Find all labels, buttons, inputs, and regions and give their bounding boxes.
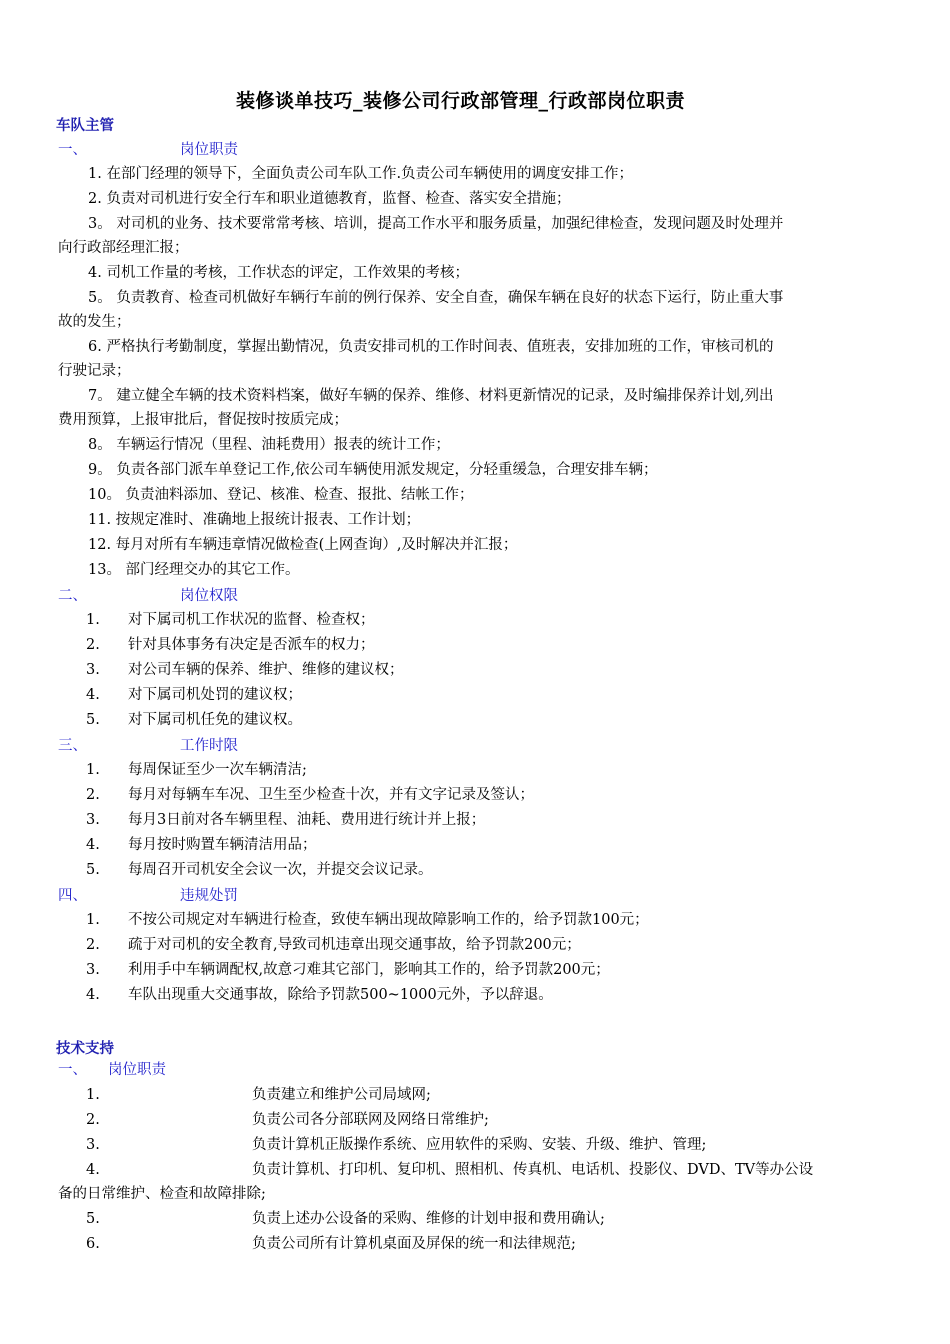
list-item-continuation: 费用预算，上报审批后，督促按时按质完成； (58, 412, 348, 428)
list-item-continuation: 备的日常维护、检查和故障排除; (58, 1186, 266, 1202)
list-item: 3。 对司机的业务、技术要常常考核、培训，提高工作水平和服务质量，加强纪律检查，发现问题及时处理并 (88, 216, 784, 232)
section-number: 四、 (58, 888, 87, 904)
list-item: 12. 每月对所有车辆违章情况做检查(上网查询）,及时解决并汇报； (88, 537, 518, 553)
list-item: 8。 车辆运行情况（里程、油耗费用）报表的统计工作； (88, 437, 450, 453)
list-item-continuation: 故的发生； (58, 314, 131, 330)
section-label: 工作时限 (180, 738, 238, 754)
list-item: 11. 按规定准时、准确地上报统计报表、工作计划； (88, 512, 421, 528)
list-item: 10。 负责油料添加、登记、核准、检查、报批、结帐工作； (88, 487, 474, 503)
list-item-continuation: 行驶记录； (58, 363, 131, 379)
tech-heading: 技术支持 (56, 1041, 114, 1057)
list-item: 2. 负责对司机进行安全行车和职业道德教育，监督、检查、落实安全措施； (88, 191, 571, 207)
document-title: 装修谈单技巧_装修公司行政部管理_行政部岗位职责 (236, 90, 686, 112)
team-heading: 车队主管 (56, 118, 114, 134)
list-item: 4. 司机工作量的考核，工作状态的评定，工作效果的考核； (88, 265, 469, 281)
list-item: 7。 建立健全车辆的技术资料档案，做好车辆的保养、维修、材料更新情况的记录，及时编排保养计划,列出 (88, 388, 774, 404)
section-number: 一、 (58, 142, 87, 158)
list-item: 9。 负责各部门派车单登记工作,依公司车辆使用派发规定，分轻重缓急，合理安排车辆； (88, 462, 658, 478)
list-item-continuation: 向行政部经理汇报； (58, 240, 189, 256)
section-number: 一、 (58, 1062, 87, 1078)
document-page: 装修谈单技巧_装修公司行政部管理_行政部岗位职责 车队主管 一、 岗位职责 1. 在部门经理的领导下，全面负责公司车队工作.负责公司车辆使用的调度安排工作； 2. 负责对司机进行安全行车和职业道德教育，监督、检查、落实安全措施； 3。 对司机的业务、技术要常常考核、培训，提高工作水平和服务质量，加强纪律检查，发现问题及时处理并 向行政部经理汇报； 4. 司机工作量的考核，工作状态的评定，工作效果的考核； 5。 负责教育、检查司机做好车辆行车前的例行保养、安全自查，确保车辆在良好的状态下运行，防止重大事 故的发生； 6. 严格执行考勤制度，掌握出勤情况，负责安排司机的工作时间表、值班表，安排加班的工作，审核司机的 行驶记录； 7。 建立健全车辆的技术资料档案，做好车辆的保养、维修、材料更新情况的记录，及时编排保养计划,列出 费用预算，上报审批后，督促按时按质完成； 8。 车辆运行情况（里程、油耗费用）报表的统计工作； 9。 负责各部门派车单登记工作,依公司车辆使用派发规定，分轻重缓急，合理安排车辆； 10。 负责油料添加、登记、核准、检查、报批、结帐工作； 11. 按规定准时、准确地上报统计报表、工作计划； 12. 每月对所有车辆违章情况做检查(上网查询）,及时解决并汇报； 13。 部门经理交办的其它工作。 二、 岗位权限 1. 对下属司机工作状况的监督、检查权； 2. 针对具体事务有决定是否派车的权力； 3. 对公司车辆的保养、维护、维修的建议权； 4. 对下属司机处罚的建议权； 5. 对下属司机任免的建议权。 三、 工作时限 1. 每周保证至少一次车辆清洁; 2. 每月对每辆车车况、卫生至少检查十次，并有文字记录及签认； 3. 每月3日前对各车辆里程、油耗、费用进行统计并上报； 4. 每月按时购置车辆清洁用品； 5. 每周召开司机安全会议一次，并提交会议记录。 四、 违规处罚 1. 不按公司规定对车辆进行检查，致使车辆出现故障影响工作的，给予罚款100元； 2. 疏于对司机的安全教育,导致司机违章出现交通事故，给予罚款200元； 3. 利用手中车辆调配权,故意刁难其它部门，影响其工作的，给予罚款200元； 4. 车队出现重大交通事故，除给予罚款500~1000元外，予以辞退。 技术支持 一、 岗位职责 1. 负责建立和维护公司局域网; 2. 负责公司各分部联网及网络日常维护; 3. 负责计算机正版操作系统、应用软件的采购、安装、升级、维护、管理; 4. 负责计算机、打印机、复印机、照相机、传真机、电话机、投影仪、DVD、TV等办公设 备的日常维护、检查和故障排除; 5. 负责上述办公设备的采购、维修的计划申报和费用确认; 6. 负责公司所有计算机桌面及屏保的统一和法律规范; (0, 0, 950, 1344)
section-number: 三、 (58, 738, 87, 754)
section-label: 违规处罚 (180, 888, 238, 904)
list-item: 1. 在部门经理的领导下，全面负责公司车队工作.负责公司车辆使用的调度安排工作； (88, 166, 634, 182)
section-label: 岗位权限 (180, 588, 238, 604)
section-number: 二、 (58, 588, 87, 604)
list-item: 6. 严格执行考勤制度，掌握出勤情况，负责安排司机的工作时间表、值班表，安排加班的工作，审核司机的 (88, 339, 774, 355)
list-item: 5。 负责教育、检查司机做好车辆行车前的例行保养、安全自查，确保车辆在良好的状态下运行，防止重大事 (88, 290, 784, 306)
section-label: 岗位职责 (180, 142, 238, 158)
section-label: 岗位职责 (108, 1062, 166, 1078)
list-item: 13。 部门经理交办的其它工作。 (88, 562, 300, 578)
